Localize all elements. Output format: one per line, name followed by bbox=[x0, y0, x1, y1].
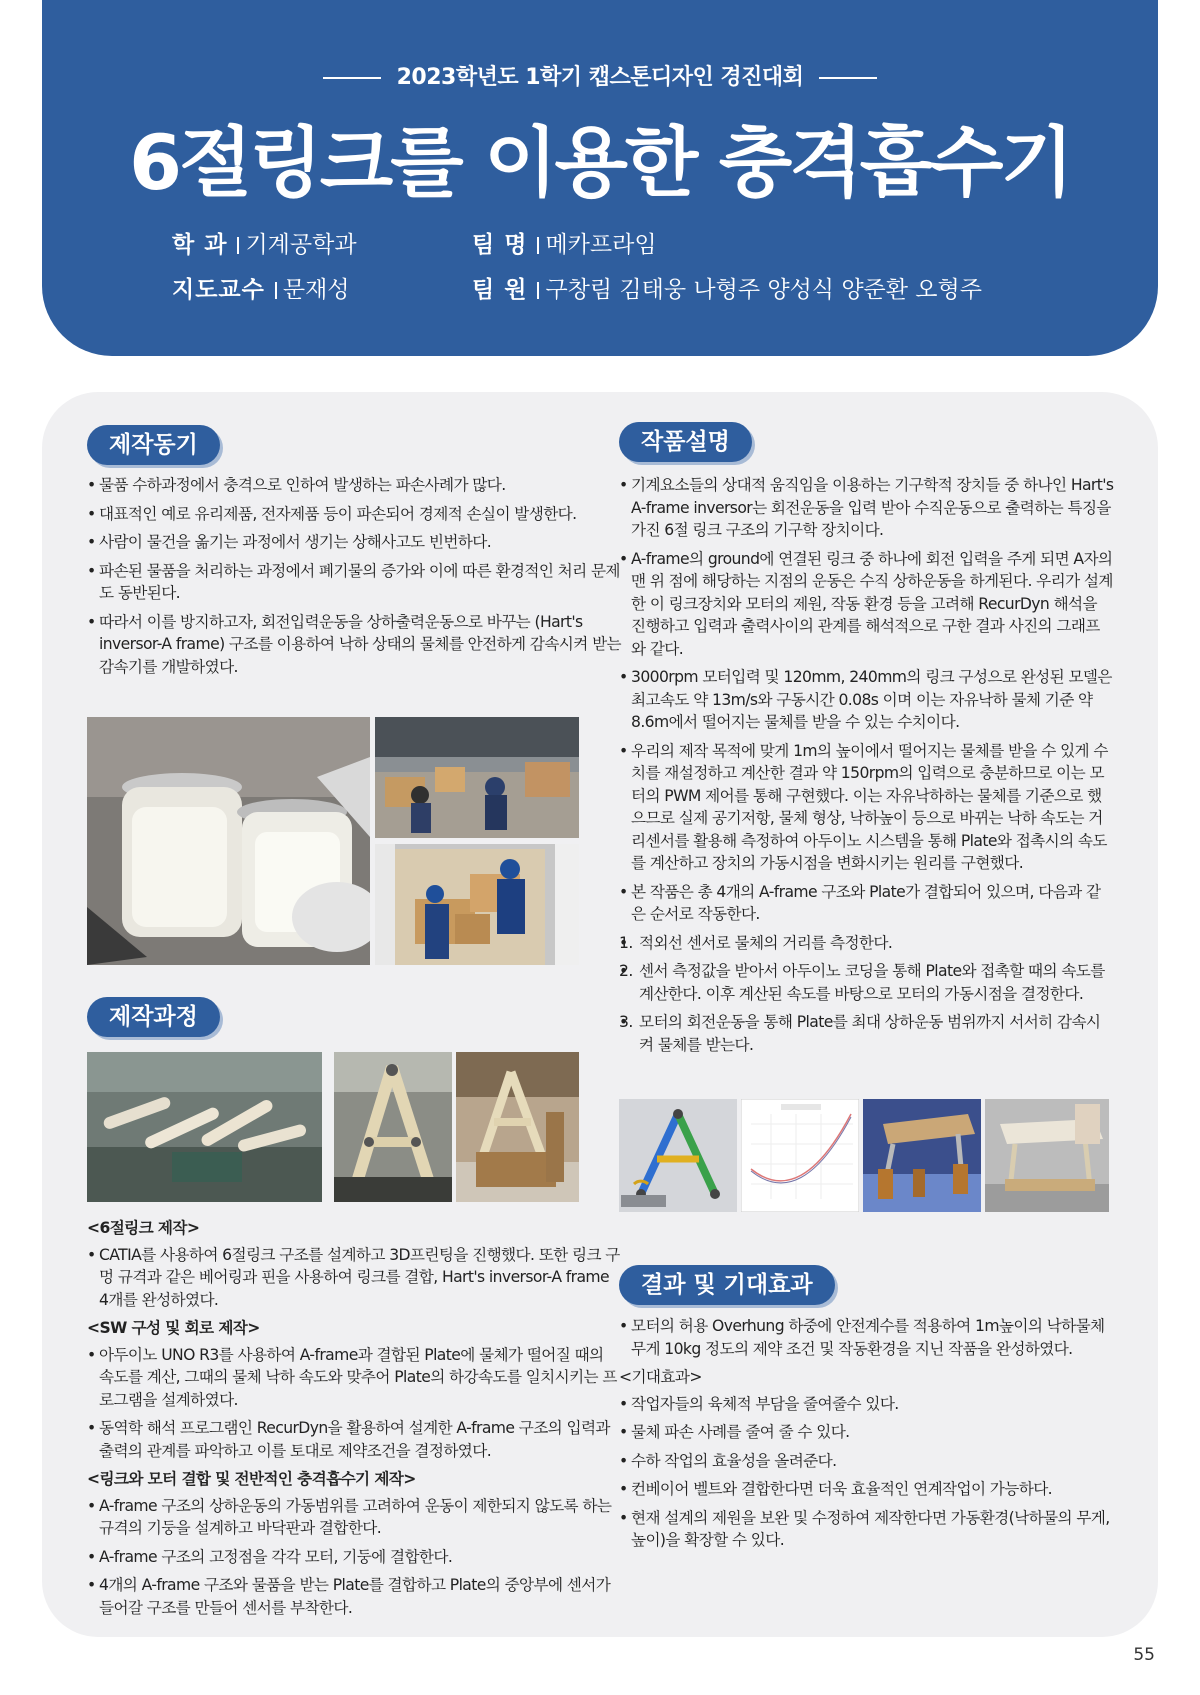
process-text bbox=[87, 1215, 622, 1625]
dept-row bbox=[172, 230, 357, 260]
list-item: • 컨베이어 벨트와 결합한다면 더욱 효율적인 연계작업이 가능하다. bbox=[619, 1478, 1114, 1501]
list-item: • 물품 수하과정에서 충격으로 인하여 발생하는 파손사례가 많다. bbox=[87, 474, 622, 497]
list-item: • 파손된 물품을 처리하는 과정에서 폐기물의 증가와 이에 따른 환경적인 처리 문제도 동반된다. bbox=[87, 560, 622, 605]
step-number: • 2. bbox=[619, 962, 633, 980]
step-item bbox=[619, 1011, 1114, 1056]
list-item: • 3000rpm 모터입력 및 120mm, 240mm의 링크 구성으로 완성된 모델은 최고속도 약 13m/s와 구동시간 0.08s 이며 이는 자유낙하 물체 기준 약 8.6m에서 떨어지는 물체를 받을 수 있는 수치이다. bbox=[619, 666, 1114, 734]
team-value: 메카프라임 bbox=[545, 232, 657, 258]
team-row bbox=[472, 230, 657, 260]
dept-value: 기계공학과 bbox=[245, 232, 357, 258]
list-item: • 동역학 해석 프로그램인 RecurDyn을 활용하여 설계한 A-frame 구조의 입력과 출력의 관계를 파악하고 이를 토대로 제약조건을 결정하였다. bbox=[87, 1417, 622, 1462]
list-item: • 수하 작업의 효율성을 올려준다. bbox=[619, 1450, 1114, 1473]
list-item: • 본 작품은 총 4개의 A-frame 구조와 Plate가 결합되어 있으며, 다음과 같은 순서로 작동한다. bbox=[619, 881, 1114, 926]
page-title: 6절링크를 이용한 충격흡수기 bbox=[129, 118, 1071, 207]
list-item: • 기계요소들의 상대적 움직임을 이용하는 기구학적 장치들 중 하나인 Hart's A-frame inversor는 회전운동을 입력 받아 수직운동으로 출력하는 특징을 가진 6절 링크 구조의 기구학 장치이다. bbox=[619, 474, 1114, 542]
divider bbox=[323, 77, 381, 79]
step-item bbox=[619, 932, 1114, 955]
subheading: <링크와 모터 결합 및 전반적인 충격흡수기 제작> bbox=[87, 1470, 416, 1488]
divider bbox=[537, 282, 539, 299]
dept-label: 학 과 bbox=[172, 232, 228, 258]
list-item: • 작업자들의 육체적 부담을 줄여줄수 있다. bbox=[619, 1393, 1114, 1416]
page-number: 55 bbox=[1133, 1645, 1155, 1665]
list-item: • A-frame 구조의 상하운동의 가동범위를 고려하여 운동이 제한되지 않도록 하는 규격의 기둥을 설계하고 바닥판과 결합한다. bbox=[87, 1495, 622, 1540]
event-text: 2023학년도 1학기 캡스톤디자인 경진대회 bbox=[396, 65, 804, 90]
a-frame-assembly-photo bbox=[334, 1052, 452, 1202]
a-frame-model-image bbox=[619, 1099, 737, 1212]
divider bbox=[275, 282, 277, 299]
3d-printing-photo bbox=[87, 1052, 322, 1202]
step-text: 센서 측정값을 받아서 아두이노 코딩을 통해 Plate와 접촉할 때의 속도를 계산한다. 이후 계산된 속도를 바탕으로 모터의 가동시점을 결정한다. bbox=[639, 962, 1105, 1003]
subheading: <기대효과> bbox=[619, 1368, 702, 1386]
advisor-label: 지도교수 bbox=[172, 277, 265, 303]
step-number: • 3. bbox=[619, 1013, 633, 1031]
warehouse-photo bbox=[375, 717, 579, 838]
list-item: • A-frame의 ground에 연결된 링크 중 하나에 회전 입력을 주게 되면 A자의 맨 위 점에 해당하는 지점의 운동은 수직 상하운동을 하게된다. 우리가 설계한 이 링크장치와 모터의 제원, 작동 환경 등을 고려해 RecurDyn 해석을 진행하고 입력과 출력사이의 관계를 해석적으로 구한 결과 사진의 그래프와 같다. bbox=[619, 548, 1114, 661]
analysis-graph-image bbox=[741, 1099, 859, 1212]
header-banner bbox=[42, 0, 1158, 356]
list-item: • 따라서 이를 방지하고자, 회전입력운동을 상하출력운동으로 바꾸는 (Hart's inversor-A frame) 구조를 이용하여 낙하 상태의 물체를 안전하게 감속시켜 받는 감속기를 개발하였다. bbox=[87, 611, 622, 679]
section-label-description: 작품설명 bbox=[619, 422, 752, 462]
step-text: 모터의 회전운동을 통해 Plate를 최대 상하운동 범위까지 서서히 감속시켜 물체를 받는다. bbox=[639, 1013, 1101, 1054]
divider bbox=[237, 237, 239, 254]
content-panel bbox=[42, 392, 1158, 1637]
advisor-value: 문재성 bbox=[282, 277, 350, 303]
list-item: • 아두이노 UNO R3를 사용하여 A-frame과 결합된 Plate에 물체가 떨어질 때의 속도를 계산, 그때의 물체 낙하 속도와 맞추어 Plate의 하강속도를 일치시키는 프로그램을 설계하였다. bbox=[87, 1344, 622, 1412]
glassware-photo bbox=[87, 717, 370, 965]
list-item: • A-frame 구조의 고정점을 각각 모터, 기둥에 결합한다. bbox=[87, 1546, 622, 1569]
members-row bbox=[472, 275, 982, 305]
advisor-row bbox=[172, 275, 350, 305]
step-item bbox=[619, 960, 1114, 1005]
members-value: 구창림 김태웅 나형주 양성식 양준환 오형주 bbox=[545, 277, 982, 303]
divider bbox=[537, 237, 539, 254]
cad-model-image bbox=[863, 1099, 981, 1212]
list-item: • 4개의 A-frame 구조와 물품을 받는 Plate를 결합하고 Plate의 중앙부에 센서가 들어갈 구조를 만들어 센서를 부착한다. bbox=[87, 1574, 622, 1619]
step-number: • 1. bbox=[619, 933, 633, 952]
list-item: • 물체 파손 사례를 줄여 줄 수 있다. bbox=[619, 1421, 1114, 1444]
subheading: <6절링크 제작> bbox=[87, 1219, 200, 1237]
description-list bbox=[619, 474, 1114, 1062]
section-label-motivation: 제작동기 bbox=[87, 425, 220, 465]
members-label: 팀 원 bbox=[472, 277, 528, 303]
divider bbox=[819, 77, 877, 79]
list-item: • 현재 설계의 제원을 보완 및 수정하여 제작한다면 가동환경(낙하물의 무게, 높이)을 확장할 수 있다. bbox=[619, 1507, 1114, 1552]
step-text: 적외선 센서로 물체의 거리를 측정한다. bbox=[639, 933, 893, 952]
motivation-list bbox=[87, 474, 622, 684]
delivery-van-photo bbox=[375, 844, 579, 965]
finished-product-photo bbox=[985, 1099, 1109, 1212]
event-title bbox=[42, 60, 1158, 91]
list-item: • 모터의 허용 Overhung 하중에 안전계수를 적용하여 1m높이의 낙하물체 무게 10kg 정도의 제약 조건 및 작동환경을 지닌 작품을 완성하였다. bbox=[619, 1315, 1114, 1360]
subheading: <SW 구성 및 회로 제작> bbox=[87, 1319, 260, 1337]
results-text bbox=[619, 1315, 1114, 1558]
team-label: 팀 명 bbox=[472, 232, 528, 258]
column-assembly-photo bbox=[456, 1052, 579, 1202]
list-item: • 대표적인 예로 유리제품, 전자제품 등이 파손되어 경제적 손실이 발생한다. bbox=[87, 503, 622, 526]
section-label-process: 제작과정 bbox=[87, 997, 220, 1037]
list-item: • 사람이 물건을 옮기는 과정에서 생기는 상해사고도 빈번하다. bbox=[87, 531, 622, 554]
list-item: • CATIA를 사용하여 6절링크 구조를 설계하고 3D프린팅을 진행했다. 또한 링크 구멍 규격과 같은 베어링과 핀을 사용하여 링크를 결합, Hart's inversor-A frame 4개를 완성하였다. bbox=[87, 1244, 622, 1312]
list-item: • 우리의 제작 목적에 맞게 1m의 높이에서 떨어지는 물체를 받을 수 있게 수치를 재설정하고 계산한 결과 약 150rpm의 입력으로 충분하므로 이는 모터의 PWM 제어를 통해 구현했다. 이는 자유낙하하는 물체를 기준으로 했으므로 실제 공기저항, 물체 형상, 낙하높이 등으로 바뀌는 낙하 속도는 거리센서를 활용해 측정하여 아두이노 시스템을 통해 Plate와 접촉시의 속도를 계산하고 장치의 가동시점을 변화시키는 원리를 구현했다. bbox=[619, 740, 1114, 875]
section-label-results: 결과 및 기대효과 bbox=[619, 1265, 835, 1305]
